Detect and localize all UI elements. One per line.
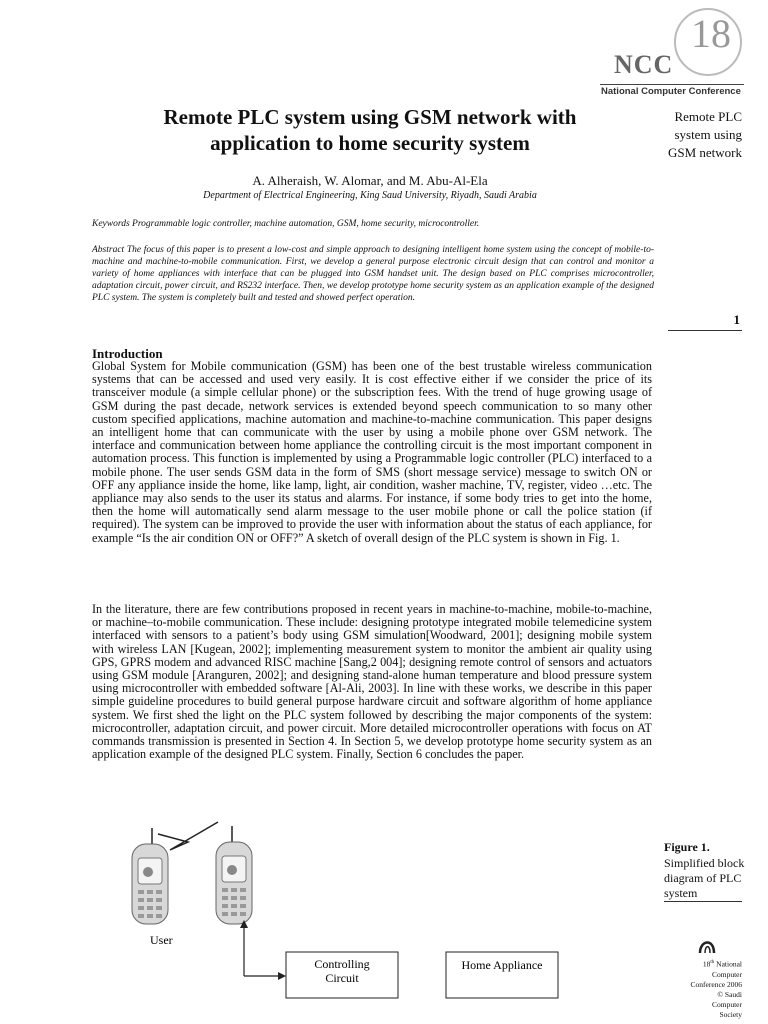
caption-divider: [664, 901, 742, 902]
department: Department of Electrical Engineering, King Saud University, Riyadh, Saudi Arabia: [203, 190, 537, 201]
wireless-signal-icon: [158, 822, 218, 850]
society-logo-icon: [696, 934, 718, 954]
plc-phone-icon: [216, 826, 252, 924]
box1-line2: Circuit: [325, 971, 359, 985]
running-title: Remote PLC system using GSM network: [667, 109, 742, 160]
user-phone-icon: [132, 828, 168, 924]
figure-caption: Simplified block diagram of PLC system: [664, 856, 745, 900]
footer-line-1: National Computer Conference 2006: [690, 959, 742, 989]
paper-title: [110, 104, 630, 156]
user-label: User: [150, 933, 173, 947]
figure-label: Figure 1.: [664, 840, 710, 854]
arrow-right-icon: [278, 972, 286, 980]
title-line-2: application to home security system: [210, 131, 530, 155]
logo-divider: [600, 84, 744, 85]
abstract: Abstract The focus of this paper is to present a low-cost and simple approach to designing intelligent home system using the concept of mobile-to-machine and machine-to-mobile communication. First, we develop a general purpose electronic circuit design that can control and monitor a variety of home appliances with interface that can be plugged into GSM handset unit. The design based on PLC comprises microcontroller, adaptation circuit, power circuit, and RS232 interface. Then, we develop prototype home security system as an application example of the designed PLC system. The system is completely built and tested and showed perfect operation.: [92, 245, 654, 303]
logo-number: 18: [691, 11, 731, 56]
conference-name: National Computer Conference: [601, 86, 741, 97]
conference-logo: [596, 8, 746, 98]
figure-block-diagram: [110, 820, 590, 1020]
paragraph-2: In the literature, there are few contributions proposed in recent years in machine-to-machine, mobile-to-machine, or machine–to-mobile communication. These include: designing prototype integrated mobile telemedicine system interfaced with sensors to a patient’s body using GSM simulation[Woodward, 2001]; designing mobile system with wireless LAN [Kugean, 2002]; implementing measurement system to monitor the ambient air quality using GPS, GPRS modem and advanced RISC machine [Sang,2 004]; designing remote control of sensors and actuators using GSM module [Aranguren, 2002]; and designing stand-alone human temperature and blood pressure system using microcontroller with embedded software [Al-Ali, 2003]. In line with these works, we describe in this paper simple guideline procedures to build general purpose hardware circuit and software algorithm of home appliance system. We first shed the light on the PLC system followed by describing the major components of the system: microcontroller, adaptation circuit, and power circuit. More detailed microcontroller operations with focus on AT commands transmission is presented in Section 4. In Section 5, we develop prototype home security system as an application example of the designed PLC system. Finally, Section 6 concludes the paper.: [92, 602, 652, 762]
keywords: Keywords Programmable logic controller, machine automation, GSM, home security, microcontroller.: [92, 219, 480, 229]
box2-label: Home Appliance: [461, 958, 543, 972]
footer-note: [688, 958, 742, 1020]
side-divider: [668, 330, 742, 331]
footer-ordinal-suffix: th: [710, 960, 715, 965]
authors: A. Alheraish, W. Alomar, and M. Abu-Al-Ela: [252, 173, 488, 188]
page-number: 1: [733, 312, 740, 327]
logo-text: NCC: [614, 50, 674, 79]
paragraph-1: Global System for Mobile communication (GSM) has been one of the best trustable wireless communication systems that can be accessed and used very easily. It is cost effective either if we consider the price of its transceiver module (a simple cellular phone) or the subscription fees. With the trend of huge growing usage of GSM during the past decade, network services is extended beyond speech communication to so many other custom specified applications, machine automation and machine-to-machine communication. This paper designs an intelligent home that can communicate with the user by using a mobile phone over GSM network. The interface and communication between home appliance the controlling circuit is the most important component in automation process. This function is implemented by using a Programmable logic controller (PLC) interfaced to a mobile phone. The user sends GSM data in the form of SMS (short message service) message to switch ON or OFF any appliance inside the home, like lamp, light, air condition, washer machine, TV, register, video …etc. The appliance may also sends to the user its status and alarms. For instance, if some body tries to get into the home, then the home will automatically send alarm message to the user mobile phone or call the police station (if required). The system can be improved to provide the user with information about the status of each appliance, for example “Is the air condition ON or OFF?” A sketch of overall design of the PLC system is shown in Fig. 1.: [92, 359, 652, 545]
section-heading: Introduction: [92, 346, 163, 361]
footer-ordinal: 18: [702, 959, 711, 969]
title-line-1: Remote PLC system using GSM network with: [163, 105, 577, 129]
box1-line1: Controlling: [314, 957, 370, 971]
footer-line-2: © Saudi Computer Society: [712, 989, 742, 1019]
